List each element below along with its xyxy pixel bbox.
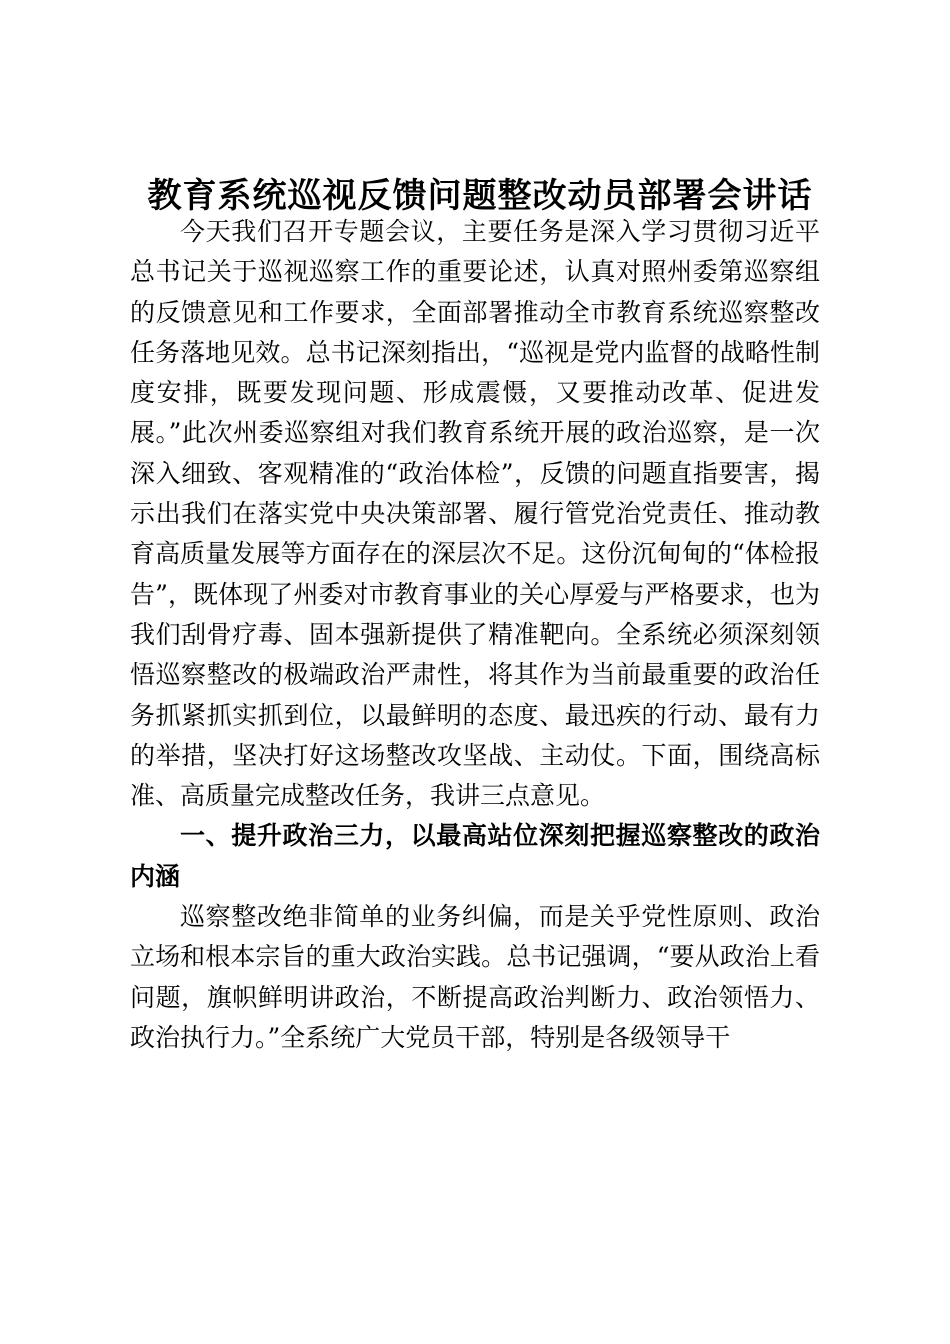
section-heading-1: 一、提升政治三力，以最高站位深刻把握巡察整改的政治内涵 [130, 821, 820, 891]
document-body [130, 212, 820, 1058]
paragraph-intro: 今天我们召开专题会议，主要任务是深入学习贯彻习近平总书记关于巡视巡察工作的重要论述，认真对照州委第巡察组的反馈意见和工作要求，全面部署推动全市教育系统巡察整改任务落地见效。总书记深刻指出，“巡视是党内监督的战略性制度安排，既要发现问题、形成震慑，又要推动改革、促进发展。”此次州委巡察组对我们教育系统开展的政治巡察，是一次深入细致、客观精准的“政治体检”，反馈的问题直指要害，揭示出我们在落实党中央决策部署、履行管党治党责任、推动教育高质量发展等方面存在的深层次不足。这份沉甸甸的“体检报告”，既体现了州委对市教育事业的关心厚爱与严格要求，也为我们刮骨疗毒、固本强新提供了精准靶向。全系统必须深刻领悟巡察整改的极端政治严肃性，将其作为当前最重要的政治任务抓紧抓实抓到位，以最鲜明的态度、最迅疾的行动、最有力的举措，坚决打好这场整改攻坚战、主动仗。下面，围绕高标准、高质量完成整改任务，我讲三点意见。 [130, 217, 820, 811]
paragraph-section-1: 巡察整改绝非简单的业务纠偏，而是关乎党性原则、政治立场和根本宗旨的重大政治实践。总书记强调，“要从政治上看问题，旗帜鲜明讲政治，不断提高政治判断力、政治领悟力、政治执行力。”全系统广大党员干部，特别是各级领导干 [130, 902, 820, 1052]
document-title: 教育系统巡视反馈问题整改动员部署会讲话 [147, 176, 813, 216]
